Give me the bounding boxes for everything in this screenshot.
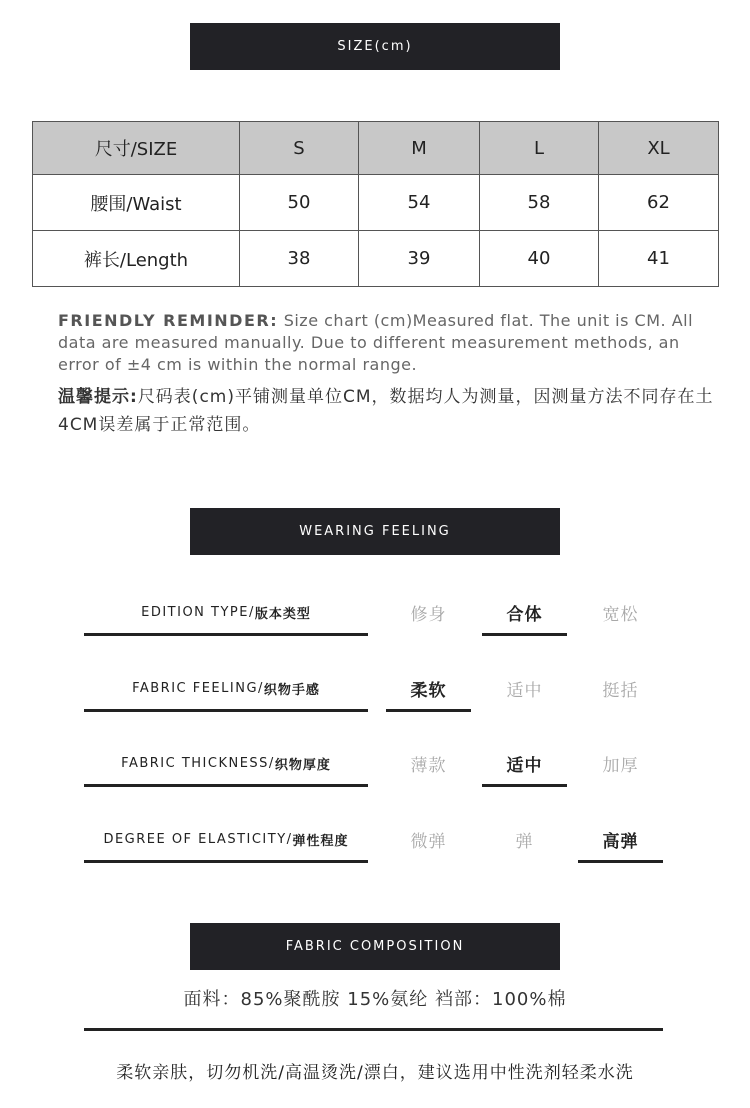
table-cell: 62 (599, 175, 719, 231)
feel-option: 合体 (482, 591, 567, 636)
reminder-cn-head: 温馨提示: (58, 387, 138, 407)
feel-label-cn: 织物手感 (263, 682, 320, 698)
size-table (32, 121, 719, 287)
table-cell: 50 (240, 175, 359, 231)
feel-row-elasticity (0, 818, 750, 868)
feel-label (84, 818, 368, 863)
size-header-cell: 尺寸/SIZE (33, 122, 240, 175)
feel-label-en: FABRIC THICKNESS/ (121, 755, 275, 771)
size-header-cell: S (240, 122, 359, 175)
feel-option: 适中 (482, 742, 567, 787)
feel-row-fabric-feeling (0, 667, 750, 717)
feel-option: 柔软 (386, 667, 471, 712)
size-table-header-row (33, 122, 719, 175)
table-cell: 腰围/Waist (33, 175, 240, 231)
size-banner (190, 23, 560, 70)
feel-row-edition-type (0, 591, 750, 641)
table-row (33, 175, 719, 231)
fabric-banner-title: FABRIC COMPOSITION (285, 939, 465, 954)
table-cell: 58 (480, 175, 599, 231)
table-row (33, 231, 719, 287)
table-cell: 54 (359, 175, 480, 231)
feel-label-en: EDITION TYPE/ (141, 604, 255, 620)
feel-option: 微弹 (410, 831, 447, 852)
size-header-cell: XL (599, 122, 719, 175)
feel-option: 宽松 (602, 604, 639, 625)
size-banner-title: SIZE(cm) (337, 39, 413, 54)
feel-option: 加厚 (602, 755, 639, 776)
table-cell: 41 (599, 231, 719, 287)
wearing-banner (190, 508, 560, 555)
feel-option: 弹 (515, 831, 534, 852)
feel-label-cn: 织物厚度 (274, 757, 331, 773)
fabric-composition-text: 面料：85%聚酰胺 15%氨纶 裆部：100%棉 (183, 989, 567, 1010)
feel-option: 挺括 (602, 680, 639, 701)
table-cell: 裤长/Length (33, 231, 240, 287)
feel-label-cn: 版本类型 (254, 606, 311, 622)
feel-row-fabric-thickness (0, 742, 750, 792)
feel-option: 适中 (506, 680, 543, 701)
table-cell: 38 (240, 231, 359, 287)
table-cell: 40 (480, 231, 599, 287)
feel-option: 薄款 (410, 755, 447, 776)
feel-label-en: FABRIC FEELING/ (132, 680, 264, 696)
feel-label-cn: 弹性程度 (292, 833, 349, 849)
care-instructions-text: 柔软亲肤，切勿机洗/高温烫洗/漂白，建议选用中性洗剂轻柔水洗 (116, 1063, 634, 1083)
reminder-cn (58, 383, 718, 439)
fabric-banner (190, 923, 560, 970)
wearing-banner-title: WEARING FEELING (299, 524, 451, 539)
feel-label (84, 591, 368, 636)
feel-option: 高弹 (578, 818, 663, 863)
reminder-en (58, 310, 718, 376)
feel-label (84, 742, 368, 787)
table-cell: 39 (359, 231, 480, 287)
reminder-cn-body: 尺码表(cm)平铺测量单位CM，数据均人为测量，因测量方法不同存在土4CM误差属于正常范围。 (58, 387, 714, 435)
feel-label-en: DEGREE OF ELASTICITY/ (103, 831, 293, 847)
feel-option: 修身 (410, 604, 447, 625)
reminder-en-body: Size chart (cm)Measured flat. The unit is CM. All data are measured manually. Due to different measurement methods, an error of ±4 cm is within the normal range. (58, 311, 694, 374)
size-header-cell: M (359, 122, 480, 175)
divider (84, 1028, 663, 1031)
reminder-en-head: FRIENDLY REMINDER: (58, 311, 279, 330)
size-header-cell: L (480, 122, 599, 175)
feel-label (84, 667, 368, 712)
